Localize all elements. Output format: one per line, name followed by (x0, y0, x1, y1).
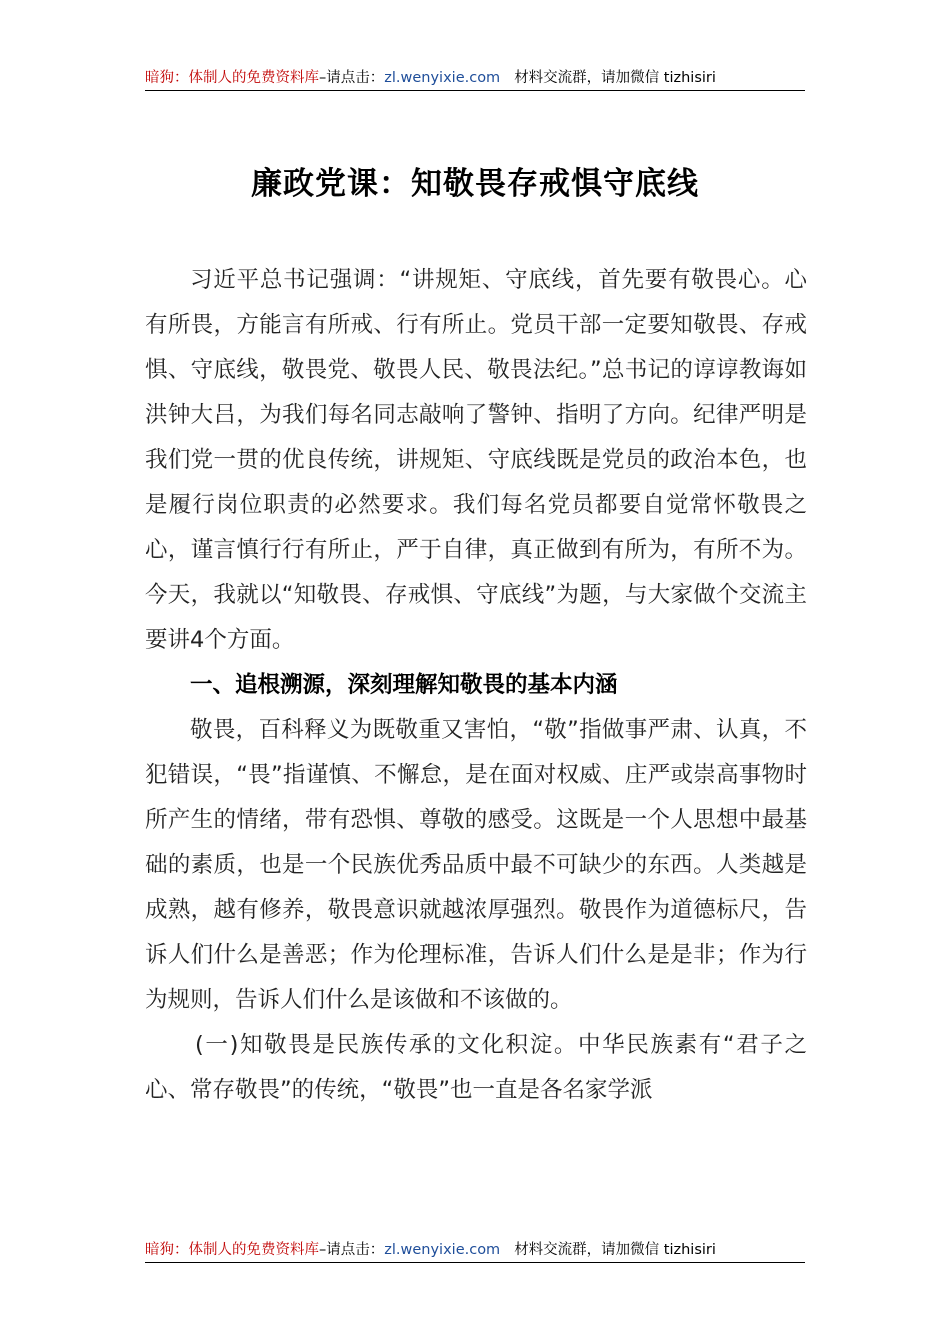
banner-link[interactable]: zl.wenyixie.com (384, 70, 501, 86)
banner-click-prompt: –请点击： (319, 70, 385, 86)
footer-banner (145, 1238, 805, 1263)
footer-link[interactable]: zl.wenyixie.com (384, 1242, 501, 1258)
footer-wechat-note: 材料交流群，请加微信 tizhisiri (514, 1242, 716, 1258)
page-title: 廉政党课：知敬畏存戒惧守底线 (251, 166, 699, 202)
footer-click-prompt: –请点击： (319, 1242, 385, 1258)
banner-site-name: 暗狗：体制人的免费资料库 (145, 70, 319, 86)
header-banner (145, 66, 805, 91)
footer-site-name: 暗狗：体制人的免费资料库 (145, 1242, 319, 1258)
section-heading-1: 一、追根溯源，深刻理解知敬畏的基本内涵 (190, 672, 618, 698)
paragraph-intro: 习近平总书记强调：“讲规矩、守底线，首先要有敬畏心。心有所畏，方能言有所戒、行有所止。党员干部一定要知敬畏、存戒惧、守底线，敬畏党、敬畏人民、敬畏法纪。”总书记的谆谆教诲如洪钟大吕，为我们每名同志敲响了警钟、指明了方向。纪律严明是我们党一贯的优良传统，讲规矩、守底线既是党员的政治本色，也是履行岗位职责的必然要求。我们每名党员都要自觉常怀敬畏之心，谨言慎行行有所止，严于自律，真正做到有所为，有所不为。今天，我就以“知敬畏、存戒惧、守底线”为题，与大家做个交流主要讲4个方面。 (145, 267, 807, 653)
banner-wechat-note: 材料交流群，请加微信 tizhisiri (514, 70, 716, 86)
paragraph-subsection-1: (一)知敬畏是民族传承的文化积淀。中华民族素有“君子之心、常存敬畏”的传统，“敬畏”也一直是各名家学派 (145, 1032, 807, 1103)
body-text (145, 258, 807, 1113)
paragraph-reverence-definition: 敬畏，百科释义为既敬重又害怕，“敬”指做事严肃、认真，不犯错误，“畏”指谨慎、不懈怠，是在面对权威、庄严或崇高事物时所产生的情绪，带有恐惧、尊敬的感受。这既是一个人思想中最基础的素质，也是一个民族优秀品质中最不可缺少的东西。人类越是成熟，越有修养，敬畏意识就越浓厚强烈。敬畏作为道德标尺，告诉人们什么是善恶；作为伦理标准，告诉人们什么是是非；作为行为规则，告诉人们什么是该做和不该做的。 (145, 717, 807, 1013)
